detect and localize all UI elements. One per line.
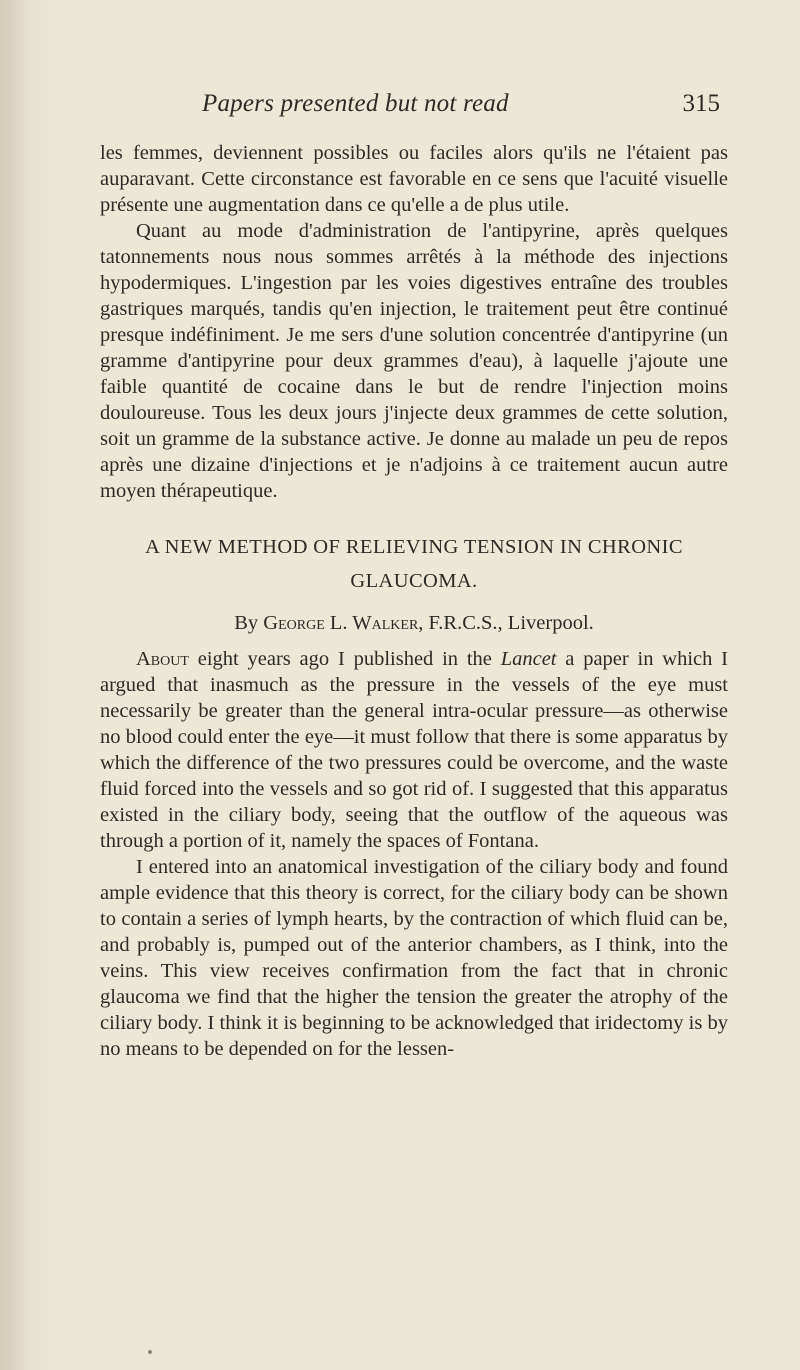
french-paragraph-2: Quant au mode d'administration de l'antipyrine, après quelques tatonnements nous nous sommes arrêtés à la méthode des injections hypodermiques. L'ingestion par les voies digestives entraîne des troubles gastriques marqués, tandis qu'en injection, le traitement peut être continué presque indéfiniment. Je me sers d'une solution concentrée d'antipyrine (un gramme d'antipyrine pour deux grammes d'eau), à laquelle j'ajoute une faible quantité de cocaine dans le but de rendre l'injection moins douloureuse. Tous les deux jours j'injecte deux grammes de cette solution, soit un gramme de la substance active. Je donne au malade un peu de repos après une dizaine d'injections et je n'adjoins à ce traitement aucun autre moyen thérapeutique. bbox=[100, 220, 728, 502]
section-title-line-2: GLAUCOMA. bbox=[350, 570, 478, 592]
byline-suffix: , F.R.C.S., Liverpool. bbox=[418, 612, 594, 634]
section-title-line-1: A NEW METHOD OF RELIEVING TENSION IN CHRONIC bbox=[145, 536, 683, 558]
text-block bbox=[100, 140, 728, 1062]
english-p1-rest: eight years ago I published in the bbox=[188, 648, 501, 670]
english-paragraph-2: I entered into an anatomical investigation of the ciliary body and found ample evidence that this theory is correct, for the ciliary body can be shown to contain a series of lymph hearts, by the contraction of which fluid can be, and probably is, pumped out of the anterior chambers, as I think, into the veins. This view receives confirmation from the fact that in chronic glaucoma we find that the higher the tension the greater the atrophy of the ciliary body. I think it is beginning to be acknowledged that iridectomy is by no means to be depended on for the lessen- bbox=[100, 856, 728, 1060]
byline bbox=[100, 610, 728, 636]
lead-word: About bbox=[136, 648, 189, 670]
french-paragraph-1: les femmes, deviennent possibles ou faciles alors qu'ils ne l'étaient pas auparavant. Cette circonstance est favorable en ce sens que l'acuité visuelle présente une augmentation dans ce qu'elle a de plus utile. bbox=[100, 142, 728, 216]
english-p1-end: a paper in which I argued that inasmuch as the pressure in the vessels of the eye must necessarily be greater than the general intra-ocular pressure—as otherwise no blood could enter the eye—it must follow that there is some apparatus by which the difference of the two pressures could be overcome, and the waste fluid forced into the vessels and so got rid of. I suggested that this apparatus existed in the ciliary body, seeing that the outflow of the aqueous was through a portion of it, namely the spaces of Fontana. bbox=[100, 648, 728, 852]
page-speck bbox=[148, 1350, 152, 1354]
byline-prefix: By bbox=[234, 612, 259, 634]
english-paragraph-1 bbox=[100, 646, 728, 854]
running-head bbox=[180, 90, 720, 130]
section-title bbox=[100, 530, 728, 598]
byline-author: George L. Walker bbox=[263, 612, 419, 634]
page-number: 315 bbox=[682, 90, 720, 117]
journal-name: Lancet bbox=[500, 648, 557, 670]
running-title: Papers presented but not read bbox=[202, 90, 509, 117]
